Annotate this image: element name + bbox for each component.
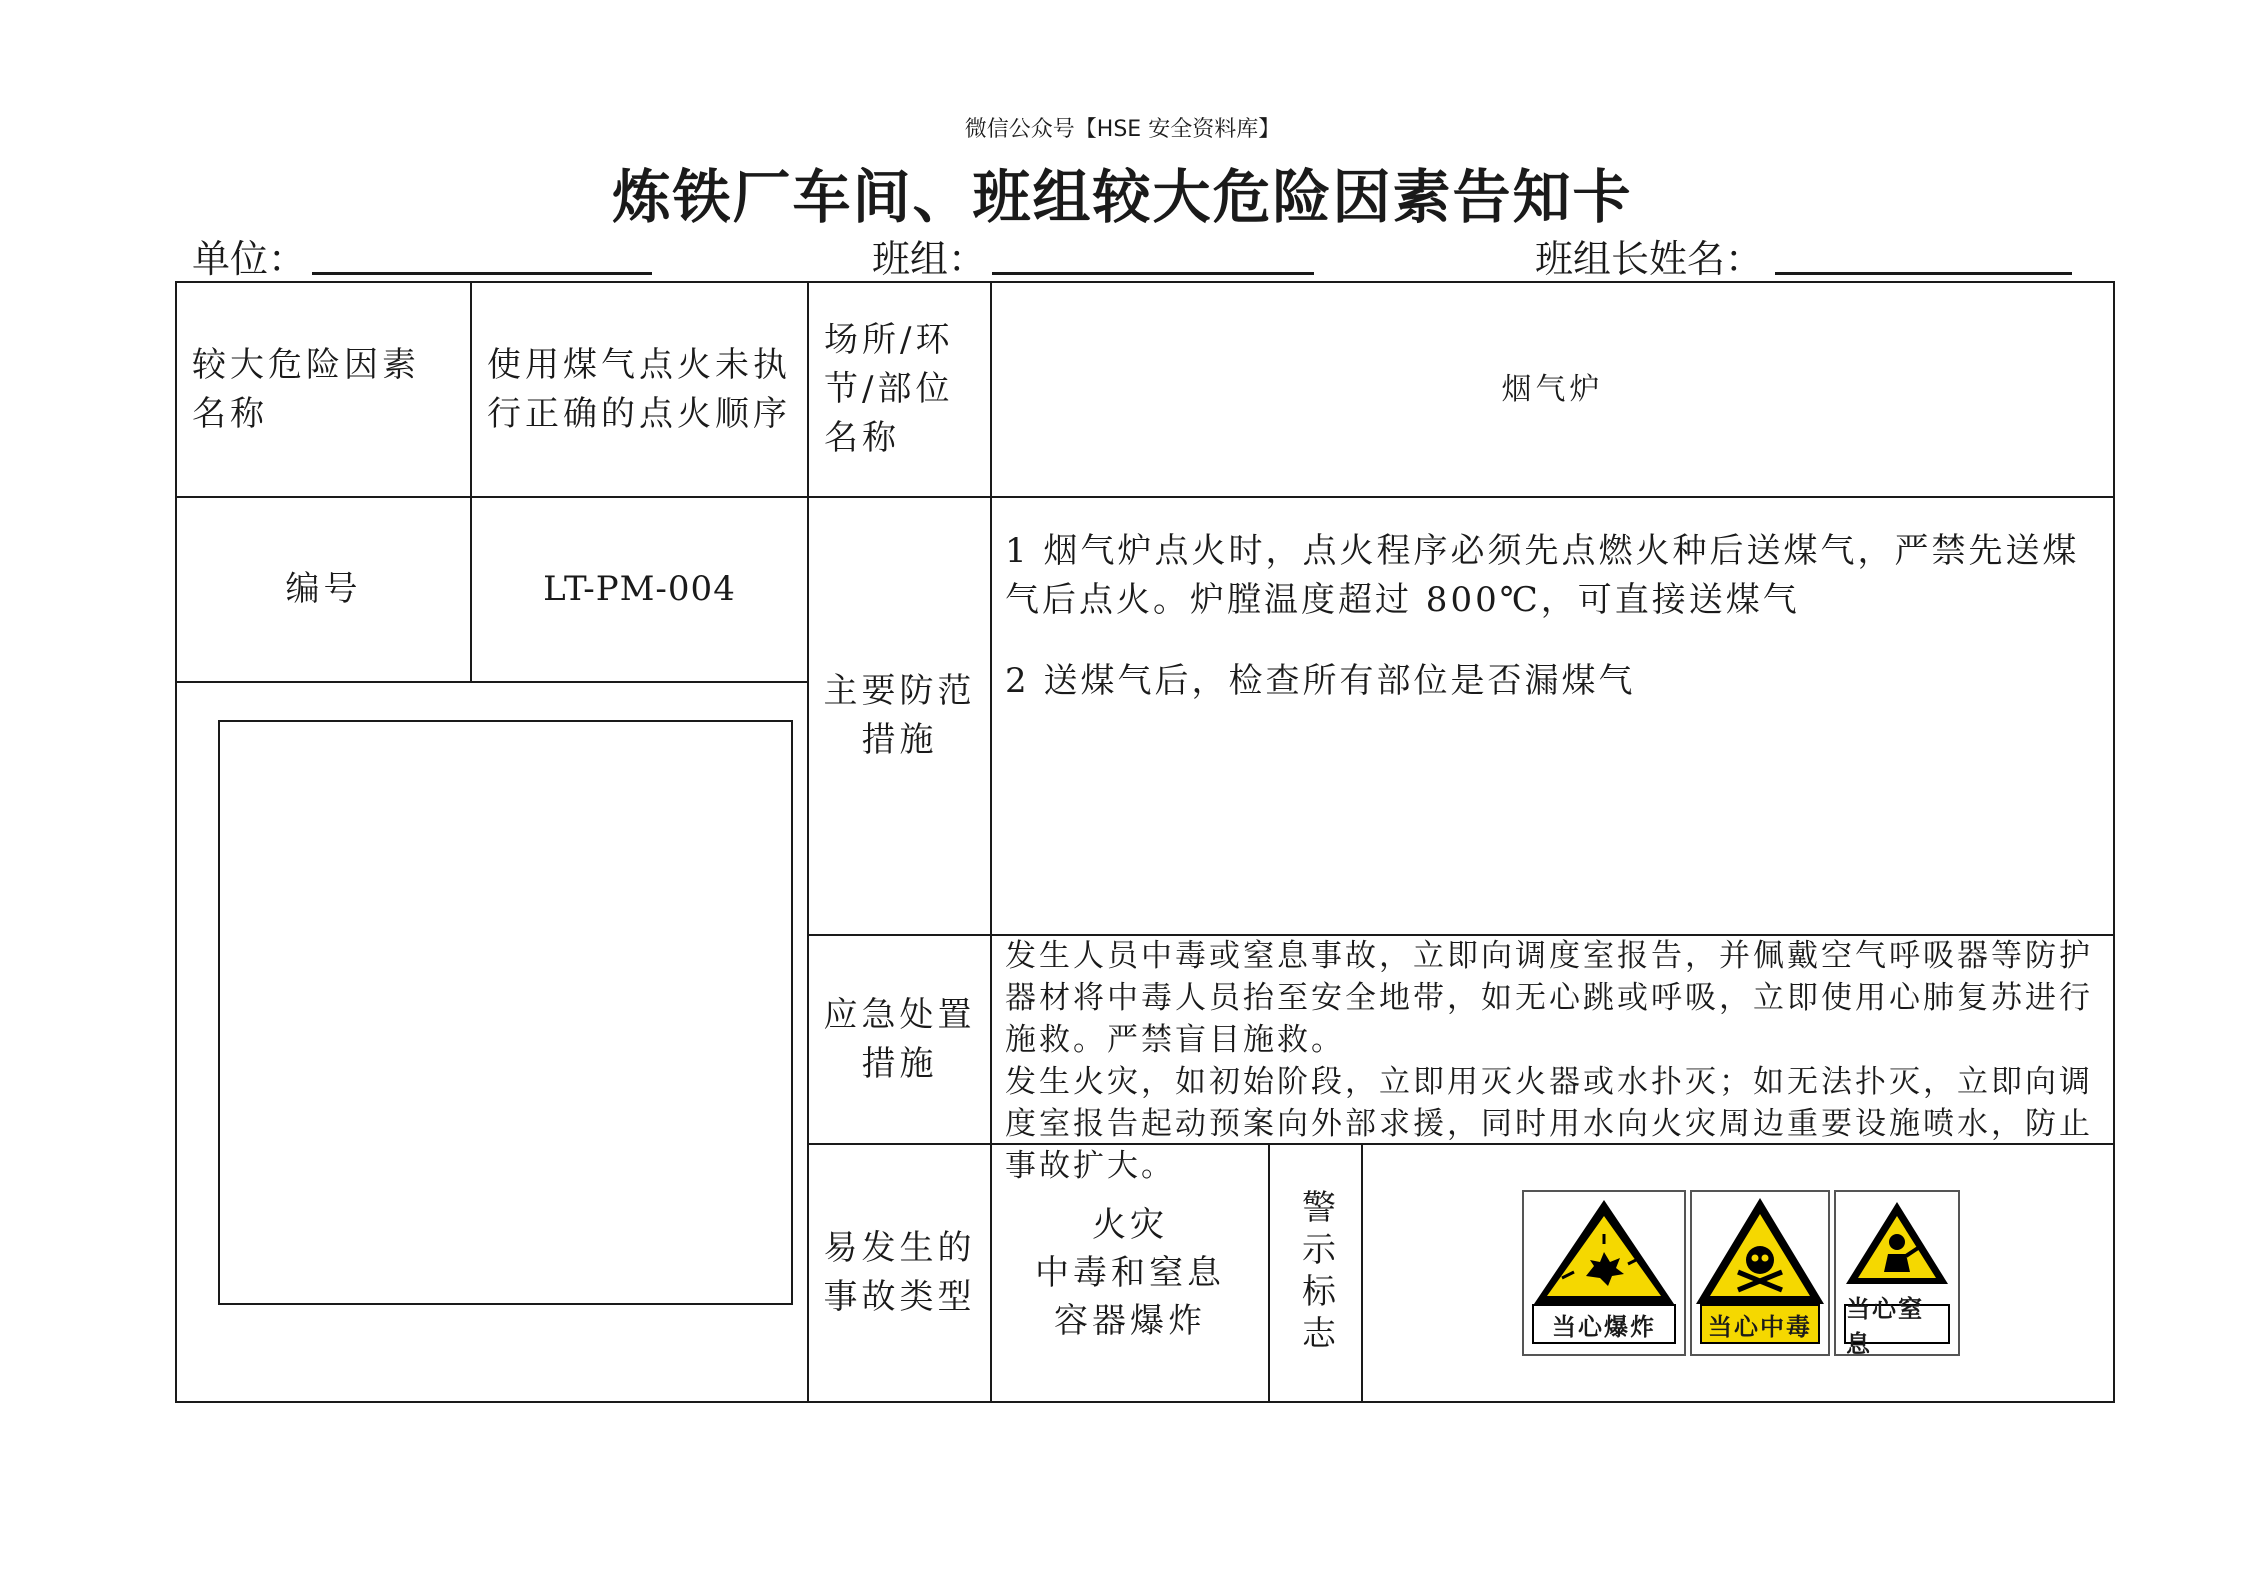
sign-label: 当心爆炸 <box>1532 1304 1676 1344</box>
accident-label: 易发生的事故类型 <box>823 1228 976 1317</box>
hazard-name-label: 较大危险因素名称 <box>192 344 420 434</box>
emergency-label: 应急处置措施 <box>823 994 976 1084</box>
leader-field[interactable] <box>1775 272 2072 275</box>
warning-label: 警示标志 <box>1295 1189 1336 1357</box>
sign-asphyxiation <box>1834 1190 1960 1356</box>
prevention-item: 1 烟气炉点火时，点火程序必须先点燃火种后送煤气，严禁先送煤气后点火。炉膛温度超过 800℃，可直接送煤气 <box>1005 531 2080 620</box>
unit-label: 单位： <box>192 237 307 281</box>
team-field[interactable] <box>992 272 1314 275</box>
sign-label: 当心窒息 <box>1844 1304 1950 1344</box>
prevention-label: 主要防范措施 <box>823 671 976 760</box>
team-label: 班组： <box>872 237 987 281</box>
page-title: 炼铁厂车间、班组较大危险因素告知卡 <box>612 163 1633 231</box>
explosion-warning-icon <box>1524 1192 1684 1312</box>
prevention-item: 2 送煤气后，检查所有部位是否漏煤气 <box>1005 661 1636 701</box>
location-value: 烟气炉 <box>1501 372 1604 407</box>
hazard-name-value: 使用煤气点火未执行正确的点火顺序 <box>487 344 791 434</box>
code-label: 编号 <box>285 569 362 609</box>
code-value: LT-PM-004 <box>543 569 736 609</box>
prevention-list <box>1005 527 2105 706</box>
emergency-paragraph: 发生人员中毒或窒息事故，立即向调度室报告，并佩戴空气呼吸器等防护器材将中毒人员抬至安全地带，如无心跳或呼吸，立即使用心肺复苏进行施救。严禁盲目施救。 <box>1005 938 2093 1058</box>
poison-warning-icon <box>1692 1192 1828 1312</box>
watermark: 微信公众号【HSE 安全资料库】 <box>964 117 1281 142</box>
accident-type: 容器爆炸 <box>1054 1301 1206 1341</box>
sign-label: 当心中毒 <box>1700 1304 1820 1344</box>
leader-label: 班组长姓名： <box>1535 237 1764 281</box>
sign-explosion <box>1522 1190 1686 1356</box>
emergency-paragraph: 发生火灾，如初始阶段，立即用灭火器或水扑灭；如无法扑灭，立即向调度室报告起动预案向外部求援，同时用水向火灾周边重要设施喷水，防止事故扩大。 <box>1005 1064 2093 1184</box>
location-label: 场所/环节/部位名称 <box>824 320 954 458</box>
photo-placeholder <box>218 720 793 1305</box>
accident-types <box>992 1145 1268 1401</box>
accident-type: 火灾 <box>1092 1205 1168 1245</box>
unit-field[interactable] <box>312 272 652 275</box>
sign-poison <box>1690 1190 1830 1356</box>
accident-type: 中毒和窒息 <box>1035 1253 1225 1293</box>
